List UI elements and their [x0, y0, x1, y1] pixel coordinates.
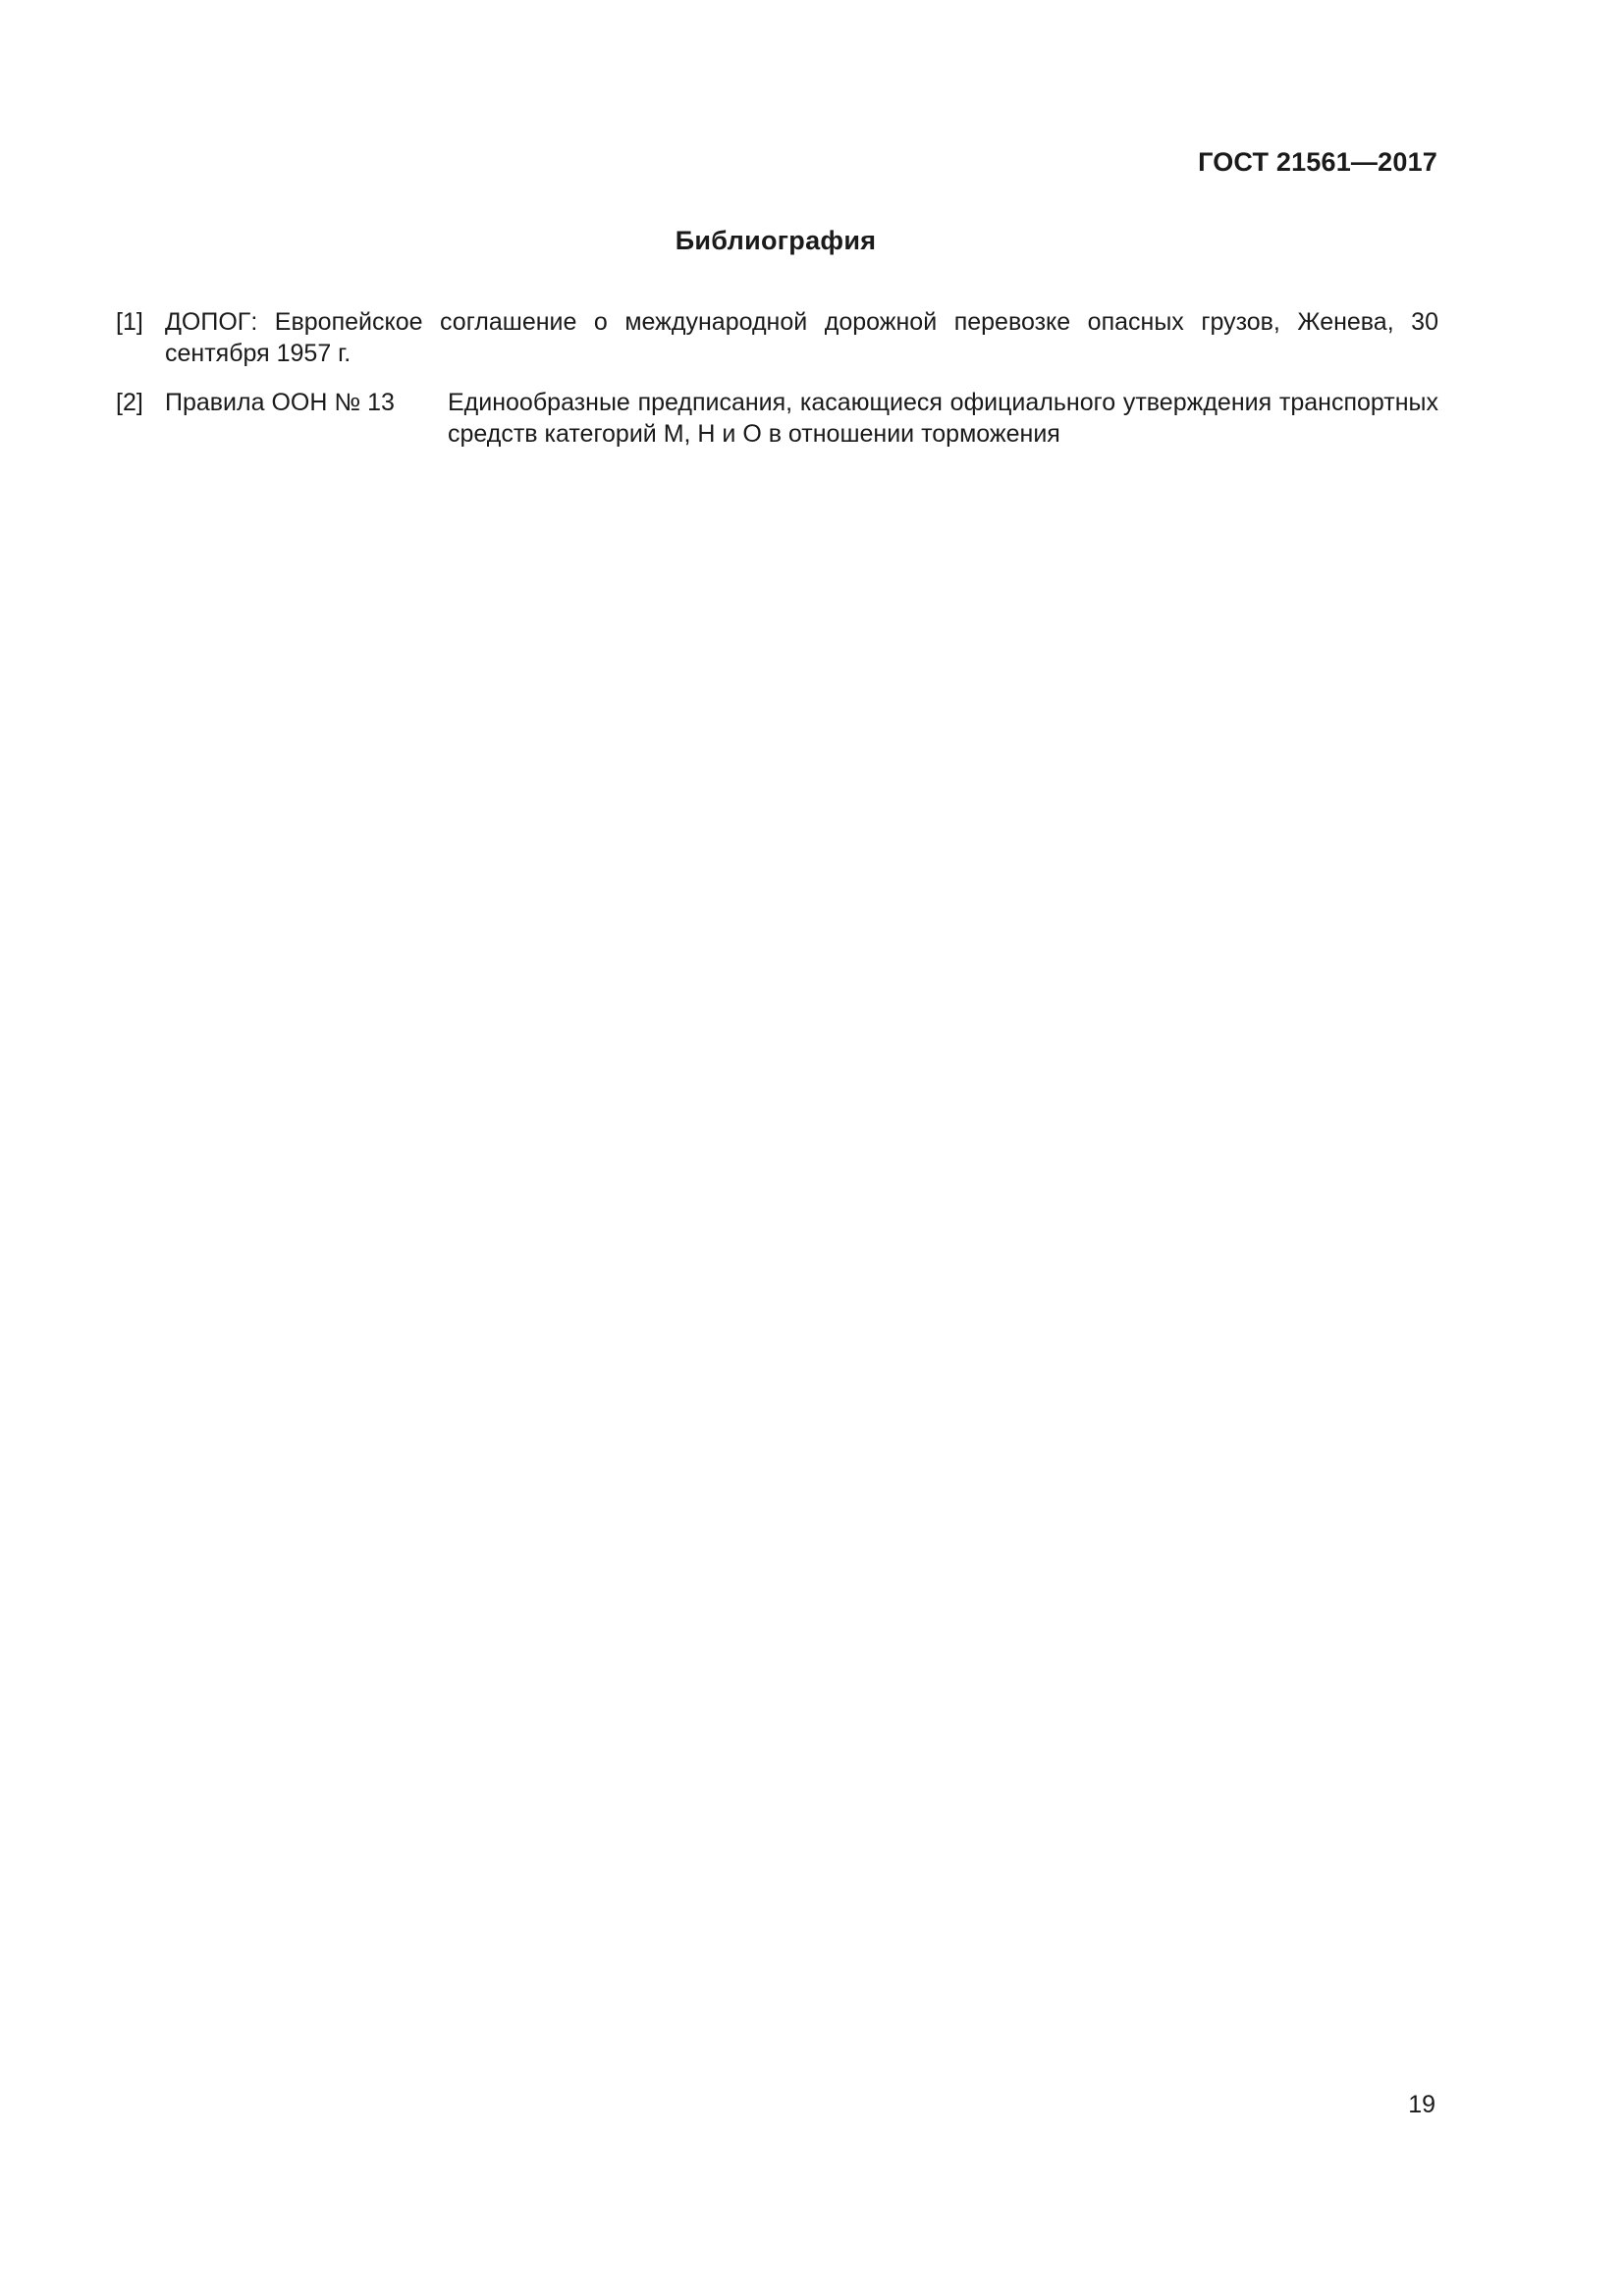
standard-code: ГОСТ 21561—2017	[1198, 147, 1437, 177]
entry-text: ДОПОГ: Европейское соглашение о международной дорожной перевозке опасных грузов, Женева, 30 сентября 1957 г.	[165, 308, 1438, 367]
entry-number: [1]	[116, 308, 143, 336]
bibliography-entry	[116, 387, 1438, 450]
page-number: 19	[1408, 2091, 1435, 2118]
entry-number: [2]	[116, 389, 143, 416]
bibliography-entry	[116, 306, 1438, 369]
section-title: Библиография	[675, 226, 877, 255]
entry-document: Правила ООН № 13	[165, 389, 395, 416]
entry-text: Единообразные предписания, касающиеся официального утверждения транспортных средств категорий М, Н и О в отношении торможения	[448, 389, 1438, 448]
